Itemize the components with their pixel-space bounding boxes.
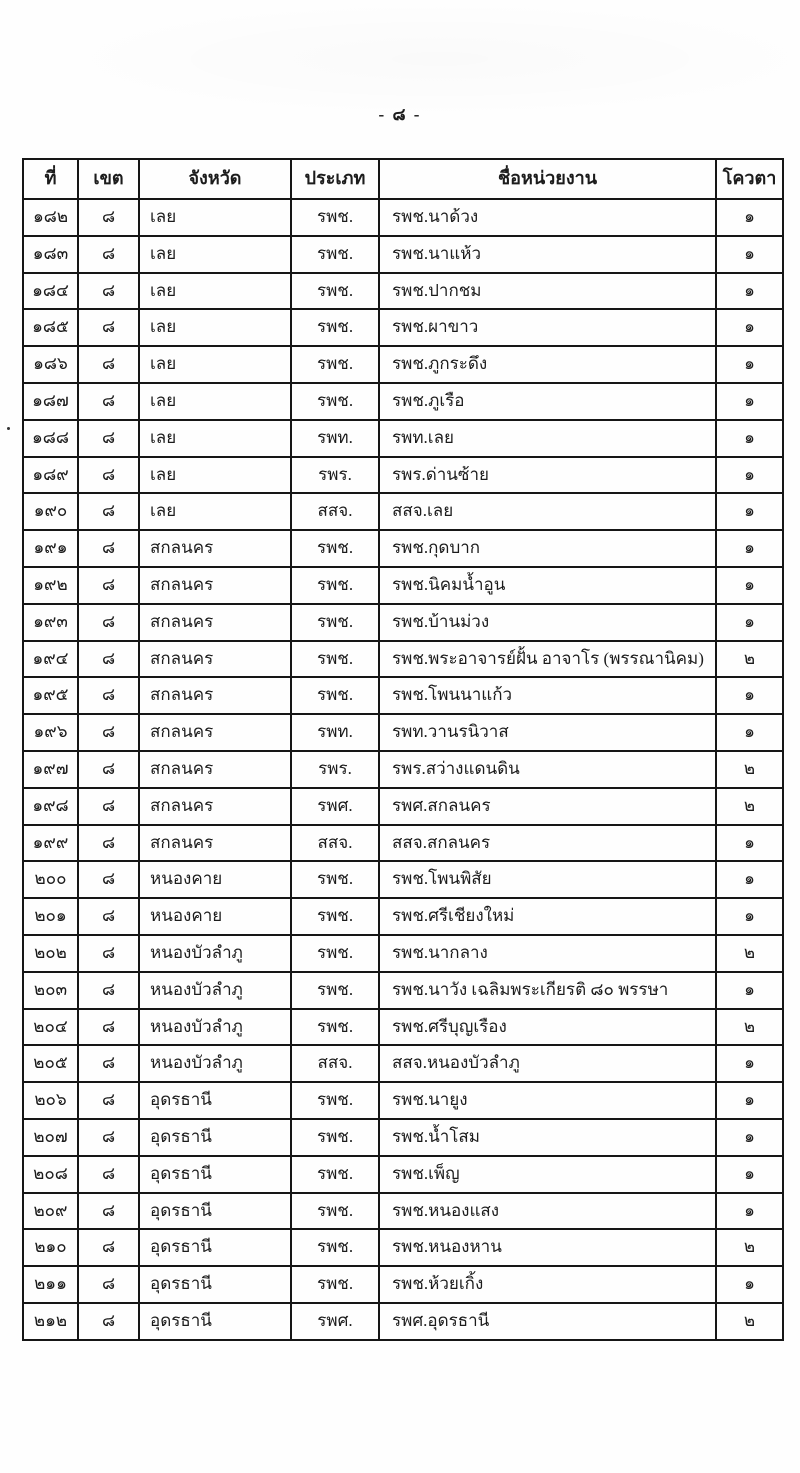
cell-zone: ๘ <box>78 751 139 788</box>
cell-province: สกลนคร <box>139 641 291 678</box>
cell-no: ๑๘๔ <box>23 273 78 310</box>
cell-type: รพท. <box>291 714 379 751</box>
cell-zone: ๘ <box>78 530 139 567</box>
header-no: ที่ <box>23 159 78 199</box>
header-province: จังหวัด <box>139 159 291 199</box>
cell-province: หนองบัวลำภู <box>139 1009 291 1046</box>
cell-no: ๑๙๓ <box>23 604 78 641</box>
cell-type: รพร. <box>291 457 379 494</box>
cell-no: ๒๐๙ <box>23 1193 78 1230</box>
cell-no: ๒๐๘ <box>23 1156 78 1193</box>
cell-province: สกลนคร <box>139 604 291 641</box>
cell-zone: ๘ <box>78 1303 139 1340</box>
cell-quota: ๑ <box>716 199 783 236</box>
cell-no: ๑๘๘ <box>23 420 78 457</box>
cell-zone: ๘ <box>78 714 139 751</box>
cell-type: รพช. <box>291 199 379 236</box>
cell-zone: ๘ <box>78 383 139 420</box>
table-row <box>23 273 783 310</box>
cell-no: ๒๐๕ <box>23 1045 78 1082</box>
table-row <box>23 199 783 236</box>
cell-quota: ๑ <box>716 1045 783 1082</box>
cell-province: หนองบัวลำภู <box>139 972 291 1009</box>
cell-quota: ๑ <box>716 420 783 457</box>
cell-type: สสจ. <box>291 1045 379 1082</box>
cell-zone: ๘ <box>78 567 139 604</box>
table-row <box>23 567 783 604</box>
cell-no: ๑๘๓ <box>23 236 78 273</box>
cell-province: หนองบัวลำภู <box>139 1045 291 1082</box>
cell-type: รพช. <box>291 236 379 273</box>
cell-quota: ๑ <box>716 383 783 420</box>
cell-zone: ๘ <box>78 1119 139 1156</box>
cell-quota: ๑ <box>716 457 783 494</box>
cell-type: รพช. <box>291 309 379 346</box>
table-row <box>23 604 783 641</box>
table-row <box>23 751 783 788</box>
cell-quota: ๑ <box>716 604 783 641</box>
cell-quota: ๑ <box>716 972 783 1009</box>
cell-agency-name: รพร.ด่านซ้าย <box>379 457 716 494</box>
cell-type: รพศ. <box>291 1303 379 1340</box>
cell-quota: ๑ <box>716 1082 783 1119</box>
table-row <box>23 1045 783 1082</box>
table-row <box>23 714 783 751</box>
header-quota: โควตา <box>716 159 783 199</box>
cell-agency-name: สสจ.เลย <box>379 493 716 530</box>
cell-agency-name: รพช.นาวัง เฉลิมพระเกียรติ ๘๐ พรรษา <box>379 972 716 1009</box>
table-row <box>23 530 783 567</box>
cell-agency-name: รพร.สว่างแดนดิน <box>379 751 716 788</box>
cell-agency-name: รพท.เลย <box>379 420 716 457</box>
cell-agency-name: รพช.บ้านม่วง <box>379 604 716 641</box>
table-row <box>23 677 783 714</box>
cell-type: รพช. <box>291 861 379 898</box>
cell-no: ๒๐๑ <box>23 898 78 935</box>
cell-zone: ๘ <box>78 1009 139 1046</box>
table-row <box>23 1266 783 1303</box>
cell-type: รพร. <box>291 751 379 788</box>
cell-province: เลย <box>139 346 291 383</box>
cell-province: หนองคาย <box>139 861 291 898</box>
cell-quota: ๒ <box>716 1009 783 1046</box>
cell-no: ๑๘๕ <box>23 309 78 346</box>
cell-type: รพช. <box>291 1229 379 1266</box>
cell-agency-name: รพช.ภูกระดึง <box>379 346 716 383</box>
cell-agency-name: รพศ.อุดรธานี <box>379 1303 716 1340</box>
cell-quota: ๑ <box>716 309 783 346</box>
cell-no: ๑๙๕ <box>23 677 78 714</box>
cell-agency-name: รพช.น้ำโสม <box>379 1119 716 1156</box>
cell-quota: ๒ <box>716 788 783 825</box>
cell-no: ๒๑๐ <box>23 1229 78 1266</box>
cell-no: ๒๐๓ <box>23 972 78 1009</box>
cell-agency-name: รพช.ภูเรือ <box>379 383 716 420</box>
table-row <box>23 346 783 383</box>
cell-no: ๑๙๐ <box>23 493 78 530</box>
cell-type: รพช. <box>291 1119 379 1156</box>
cell-no: ๑๘๖ <box>23 346 78 383</box>
table-row <box>23 898 783 935</box>
cell-no: ๒๐๔ <box>23 1009 78 1046</box>
table-row <box>23 309 783 346</box>
cell-province: อุดรธานี <box>139 1303 291 1340</box>
cell-agency-name: รพช.ศรีเชียงใหม่ <box>379 898 716 935</box>
cell-quota: ๑ <box>716 236 783 273</box>
table-row <box>23 1193 783 1230</box>
cell-agency-name: รพช.นิคมน้ำอูน <box>379 567 716 604</box>
cell-type: รพช. <box>291 567 379 604</box>
cell-quota: ๑ <box>716 825 783 862</box>
cell-type: รพช. <box>291 1266 379 1303</box>
cell-type: รพช. <box>291 972 379 1009</box>
cell-agency-name: รพช.หนองหาน <box>379 1229 716 1266</box>
cell-province: อุดรธานี <box>139 1119 291 1156</box>
table-row <box>23 1229 783 1266</box>
cell-no: ๒๐๖ <box>23 1082 78 1119</box>
cell-zone: ๘ <box>78 1156 139 1193</box>
cell-quota: ๒ <box>716 1303 783 1340</box>
cell-type: รพท. <box>291 420 379 457</box>
cell-zone: ๘ <box>78 309 139 346</box>
table-header-row <box>23 159 783 199</box>
cell-type: สสจ. <box>291 825 379 862</box>
cell-agency-name: รพช.นาแห้ว <box>379 236 716 273</box>
cell-type: รพช. <box>291 1082 379 1119</box>
cell-zone: ๘ <box>78 346 139 383</box>
table-row <box>23 236 783 273</box>
table-row <box>23 972 783 1009</box>
cell-no: ๒๑๑ <box>23 1266 78 1303</box>
cell-type: รพช. <box>291 346 379 383</box>
cell-quota: ๒ <box>716 935 783 972</box>
cell-no: ๒๐๒ <box>23 935 78 972</box>
cell-no: ๑๙๙ <box>23 825 78 862</box>
cell-type: รพช. <box>291 935 379 972</box>
cell-no: ๑๙๑ <box>23 530 78 567</box>
cell-agency-name: สสจ.สกลนคร <box>379 825 716 862</box>
cell-type: รพช. <box>291 273 379 310</box>
cell-quota: ๒ <box>716 751 783 788</box>
cell-province: สกลนคร <box>139 714 291 751</box>
cell-zone: ๘ <box>78 1045 139 1082</box>
cell-no: ๒๐๗ <box>23 1119 78 1156</box>
cell-agency-name: รพช.โพนนาแก้ว <box>379 677 716 714</box>
page-number: - ๘ - <box>378 105 422 124</box>
cell-agency-name: รพช.นายูง <box>379 1082 716 1119</box>
cell-agency-name: รพศ.สกลนคร <box>379 788 716 825</box>
cell-type: รพช. <box>291 1156 379 1193</box>
cell-no: ๑๘๒ <box>23 199 78 236</box>
cell-no: ๑๙๗ <box>23 751 78 788</box>
header-agency-name: ชื่อหน่วยงาน <box>379 159 716 199</box>
cell-agency-name: รพช.โพนพิสัย <box>379 861 716 898</box>
cell-agency-name: รพช.ผาขาว <box>379 309 716 346</box>
cell-zone: ๘ <box>78 1193 139 1230</box>
cell-province: เลย <box>139 309 291 346</box>
cell-quota: ๑ <box>716 898 783 935</box>
cell-zone: ๘ <box>78 457 139 494</box>
cell-agency-name: รพช.หนองแสง <box>379 1193 716 1230</box>
cell-agency-name: สสจ.หนองบัวลำภู <box>379 1045 716 1082</box>
cell-quota: ๑ <box>716 273 783 310</box>
cell-zone: ๘ <box>78 493 139 530</box>
cell-zone: ๘ <box>78 604 139 641</box>
cell-quota: ๑ <box>716 1119 783 1156</box>
cell-agency-name: รพช.พระอาจารย์ฝั้น อาจาโร (พรรณานิคม) <box>379 641 716 678</box>
cell-type: รพช. <box>291 383 379 420</box>
cell-province: อุดรธานี <box>139 1229 291 1266</box>
cell-province: สกลนคร <box>139 677 291 714</box>
table-row <box>23 493 783 530</box>
cell-type: รพช. <box>291 898 379 935</box>
cell-zone: ๘ <box>78 861 139 898</box>
cell-zone: ๘ <box>78 972 139 1009</box>
cell-no: ๑๙๘ <box>23 788 78 825</box>
cell-zone: ๘ <box>78 825 139 862</box>
cell-province: เลย <box>139 383 291 420</box>
cell-quota: ๒ <box>716 1229 783 1266</box>
cell-zone: ๘ <box>78 898 139 935</box>
scan-artifact-dot <box>7 427 10 430</box>
cell-province: หนองคาย <box>139 898 291 935</box>
cell-province: อุดรธานี <box>139 1156 291 1193</box>
cell-agency-name: รพช.เพ็ญ <box>379 1156 716 1193</box>
table-row <box>23 1156 783 1193</box>
cell-quota: ๑ <box>716 1193 783 1230</box>
cell-province: อุดรธานี <box>139 1082 291 1119</box>
cell-no: ๑๙๔ <box>23 641 78 678</box>
cell-province: เลย <box>139 199 291 236</box>
table-row <box>23 420 783 457</box>
cell-type: รพช. <box>291 677 379 714</box>
cell-province: สกลนคร <box>139 825 291 862</box>
cell-province: สกลนคร <box>139 567 291 604</box>
cell-quota: ๒ <box>716 641 783 678</box>
cell-zone: ๘ <box>78 1229 139 1266</box>
table-row <box>23 825 783 862</box>
cell-zone: ๘ <box>78 236 139 273</box>
table-row <box>23 457 783 494</box>
table-row <box>23 788 783 825</box>
cell-type: รพช. <box>291 1009 379 1046</box>
cell-zone: ๘ <box>78 1266 139 1303</box>
cell-no: ๑๙๒ <box>23 567 78 604</box>
cell-quota: ๑ <box>716 346 783 383</box>
table-row <box>23 861 783 898</box>
cell-agency-name: รพช.ห้วยเกิ้ง <box>379 1266 716 1303</box>
cell-quota: ๑ <box>716 567 783 604</box>
cell-agency-name: รพท.วานรนิวาส <box>379 714 716 751</box>
cell-no: ๒๑๒ <box>23 1303 78 1340</box>
cell-type: รพช. <box>291 1193 379 1230</box>
cell-type: สสจ. <box>291 493 379 530</box>
cell-no: ๑๙๖ <box>23 714 78 751</box>
cell-agency-name: รพช.ศรีบุญเรือง <box>379 1009 716 1046</box>
header-type: ประเภท <box>291 159 379 199</box>
cell-type: รพช. <box>291 641 379 678</box>
cell-zone: ๘ <box>78 641 139 678</box>
cell-zone: ๘ <box>78 935 139 972</box>
cell-zone: ๘ <box>78 788 139 825</box>
cell-province: อุดรธานี <box>139 1193 291 1230</box>
cell-quota: ๑ <box>716 861 783 898</box>
cell-province: สกลนคร <box>139 751 291 788</box>
cell-province: สกลนคร <box>139 788 291 825</box>
cell-agency-name: รพช.นาด้วง <box>379 199 716 236</box>
cell-quota: ๑ <box>716 530 783 567</box>
cell-province: อุดรธานี <box>139 1266 291 1303</box>
cell-province: หนองบัวลำภู <box>139 935 291 972</box>
cell-province: เลย <box>139 493 291 530</box>
cell-zone: ๘ <box>78 420 139 457</box>
cell-quota: ๑ <box>716 677 783 714</box>
cell-zone: ๘ <box>78 199 139 236</box>
cell-province: เลย <box>139 420 291 457</box>
cell-agency-name: รพช.นากลาง <box>379 935 716 972</box>
cell-type: รพช. <box>291 604 379 641</box>
cell-no: ๑๘๗ <box>23 383 78 420</box>
table-row <box>23 641 783 678</box>
cell-type: รพช. <box>291 530 379 567</box>
cell-type: รพศ. <box>291 788 379 825</box>
cell-quota: ๑ <box>716 493 783 530</box>
cell-agency-name: รพช.กุดบาก <box>379 530 716 567</box>
cell-quota: ๑ <box>716 714 783 751</box>
cell-zone: ๘ <box>78 1082 139 1119</box>
table-row <box>23 1009 783 1046</box>
cell-quota: ๑ <box>716 1156 783 1193</box>
cell-province: เลย <box>139 273 291 310</box>
quota-table <box>22 158 784 1341</box>
cell-province: เลย <box>139 457 291 494</box>
table-row <box>23 1303 783 1340</box>
cell-province: เลย <box>139 236 291 273</box>
cell-quota: ๑ <box>716 1266 783 1303</box>
header-zone: เขต <box>78 159 139 199</box>
cell-province: สกลนคร <box>139 530 291 567</box>
table-row <box>23 1082 783 1119</box>
cell-no: ๑๘๙ <box>23 457 78 494</box>
cell-zone: ๘ <box>78 273 139 310</box>
cell-zone: ๘ <box>78 677 139 714</box>
table-row <box>23 1119 783 1156</box>
table-row <box>23 935 783 972</box>
cell-no: ๒๐๐ <box>23 861 78 898</box>
cell-agency-name: รพช.ปากชม <box>379 273 716 310</box>
table-row <box>23 383 783 420</box>
